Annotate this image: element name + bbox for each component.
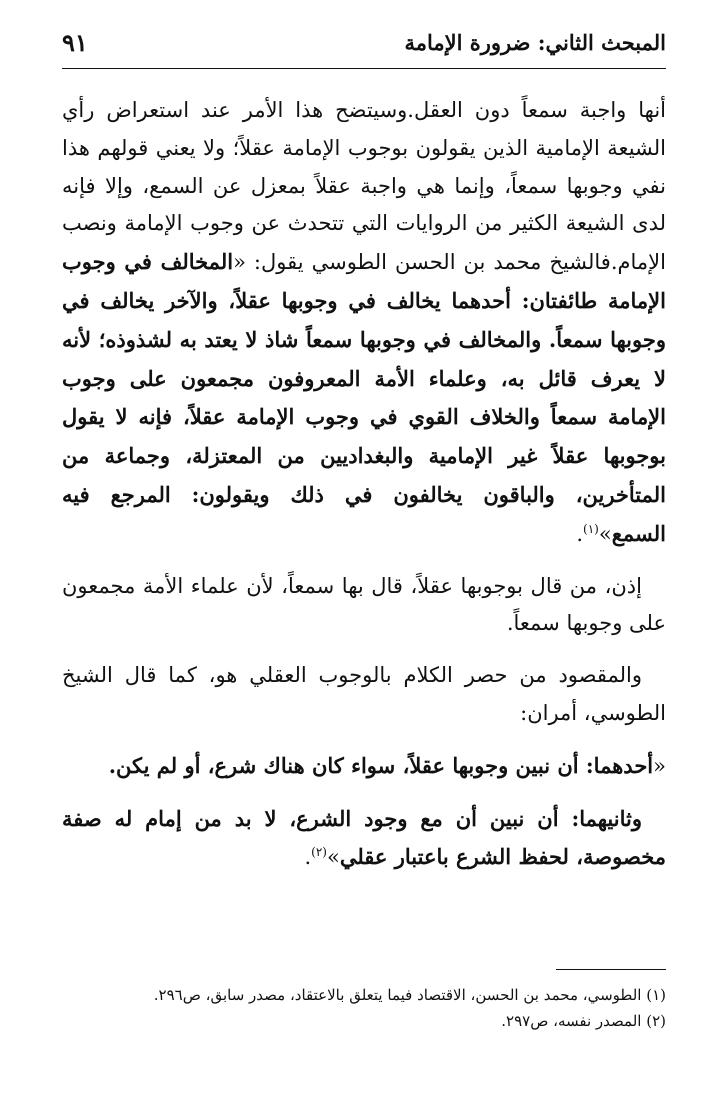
- footnote-ref-2: (٢): [311, 845, 327, 860]
- footnote-ref-1: (١): [583, 521, 599, 536]
- quote-open-mark: «: [653, 753, 666, 778]
- footnote-2: (٢) المصدر نفسه، ص٢٩٧.: [501, 1012, 666, 1030]
- paragraph-4: [62, 747, 666, 786]
- quote-close-mark-2: »: [326, 845, 340, 870]
- footnotes: [62, 982, 666, 1034]
- second-matter: وثانيهما: أن نبين أن مع وجود الشرع، لا بد من إمام له صفة مخصوصة، لحفظ الشرع باعتبار عقلي: [62, 805, 666, 870]
- main-text: [62, 92, 666, 877]
- quote-close-mark: »: [598, 521, 612, 546]
- first-matter: أحدهما: أن نبين وجوبها عقلاً، سواء كان هناك شرع، أو لم يكن.: [108, 752, 654, 778]
- footnote-1: (١) الطوسي، محمد بن الحسن، الاقتصاد فيما يتعلق بالاعتقاد، مصدر سابق، ص٢٩٦.: [153, 986, 666, 1004]
- paragraph-1-text: أنها واجبة سمعاً دون العقل.وسيتضح هذا الأمر عند استعراض رأي الشيعة الإمامية الذين يقولون بوجوب الإمامة عقلاً؛ ولا يعني قولهم هذا نفي وجوبها سمعاً، وإنما هي واجبة عقلاً بمعزل عن السمع، وإلا فإنه لدى الشيعة الكثير من الروايات التي تتحدث عن وجوب الإمامة ونصب الإمام.فالشيخ محمد بن الحسن الطوسي يقول: «: [62, 98, 666, 275]
- page-number: ٩١: [62, 28, 88, 57]
- paragraph-2: إذن، من قال بوجوبها عقلاً، قال بها سمعاً، لأن علماء الأمة مجمعون على وجوبها سمعاً.: [62, 573, 666, 636]
- paragraph-3: والمقصود من حصر الكلام بالوجوب العقلي هو، كما قال الشيخ الطوسي، أمران:: [62, 663, 666, 725]
- paragraph-1-end: .: [576, 521, 584, 546]
- footnote-divider: [556, 969, 666, 970]
- page-header: [62, 28, 666, 69]
- paragraph-1: [62, 92, 666, 554]
- paragraph-5-end: .: [304, 845, 312, 870]
- paragraph-5: [62, 800, 666, 878]
- running-title: المبحث الثاني: ضرورة الإمامة: [404, 30, 666, 55]
- tusi-quote: المخالف في وجوب الإمامة طائفتان: أحدهما يخالف في وجوبها عقلاً، والآخر يخالف في وجوبها سمعاً. والمخالف في وجوبها سمعاً شاذ لا يعتد به لشذوذه؛ لأنه لا يعرف قائل به، وعلماء الأمة المعروفون مجمعون على وجوب الإمامة سمعاً والخلاف القوي في وجوب الإمامة عقلاً، فإنه لا يقول بوجوبها عقلاً غير الإمامية والبغداديين من المعتزلة، وجماعة من المتأخرين، والباقون يخالفون في ذلك ويقولون: المرجع فيه السمع: [62, 249, 666, 546]
